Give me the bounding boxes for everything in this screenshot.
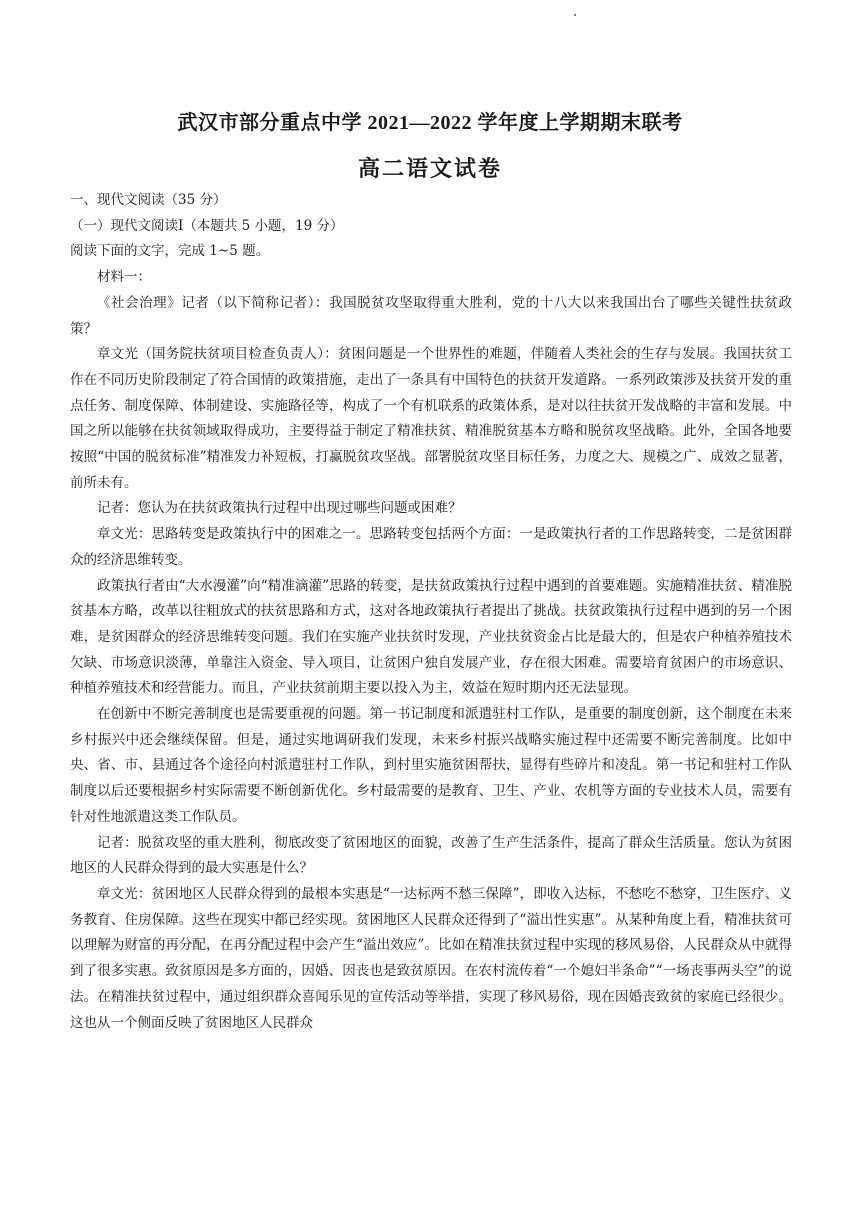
instruction: 阅读下面的文字，完成 1~5 题。 [70, 243, 270, 260]
paragraph: 章文光（国务院扶贫项目检查负责人）：贫困问题是一个世界性的难题，伴随着人类社会的生存与发展。我国扶贫工作在不同历史阶段制定了符合国情的政策措施，走出了一条具有中国特色的扶贫开发道路。一系列政策涉及扶贫开发的重点任务、制度保障、体制建设、实施路径等，构成了一个有机联系的政策体系，是对以往扶贫开发战略的丰富和发展。中国之所以能够在扶贫领域取得成功，主要得益于制定了精准扶贫、精准脱贫基本方略和脱贫攻坚战略。此外，全国各地要按照“中国的脱贫标准”精准发力补短板，打赢脱贫攻坚战。部署脱贫攻坚目标任务，力度之大、规模之广、成效之显著，前所未有。 [70, 346, 792, 491]
sub-heading: （一）现代文阅读Ⅰ（本题共 5 小题，19 分） [70, 217, 344, 234]
paragraph: 在创新中不断完善制度也是需要重视的问题。第一书记制度和派遣驻村工作队，是重要的制度创新，这个制度在未来乡村振兴中还会继续保留。但是，通过实地调研我们发现，未来乡村振兴战略实施过程中还需要不断完善制度。比如中央、省、市、县通过各个途径向村派遣驻村工作队，到村里实施贫困帮扶，显得有些碎片和凌乱。第一书记和驻村工作队制度以后还要根据乡村实际需要不断创新优化。乡村最需要的是教育、卫生、产业、农机等方面的专业技术人员，需要有针对性地派遣这类工作队员。 [70, 706, 792, 825]
paragraph: 记者：您认为在扶贫政策执行过程中出现过哪些问题或困难？ [97, 500, 462, 517]
page-marker-dot [574, 14, 576, 16]
exam-subtitle: 高二语文试卷 [357, 156, 502, 181]
paragraph: 政策执行者由“大水漫灌”向“精准滴灌”思路的转变，是扶贫政策执行过程中遇到的首要难题。实施精准扶贫、精准脱贫基本方略，改革以往粗放式的扶贫思路和方式，这对各地政策执行者提出了挑战。扶贫政策执行过程中遇到的另一个困难，是贫困群众的经济思维转变问题。我们在实施产业扶贫时发现，产业扶贫资金占比是最大的，但是农户种植养殖技术欠缺、市场意识淡薄，单靠注入资金、导入项目，让贫困户独自发展产业，存在很大困难。需要培育贫困户的市场意识、种植养殖技术和经营能力。而且，产业扶贫前期主要以投入为主，效益在短时期内还无法显现。 [70, 577, 792, 697]
material-label: 材料一： [97, 269, 151, 286]
paragraph: 章文光：思路转变是政策执行中的困难之一。思路转变包括两个方面：一是政策执行者的工作思路转变，二是贫困群众的经济思维转变。 [70, 526, 792, 568]
exam-content [70, 188, 792, 1036]
paragraph: 章文光：贫困地区人民群众得到的最根本实惠是“一达标两不愁三保障”，即收入达标，不愁吃不愁穿，卫生医疗、义务教育、住房保障。这些在现实中都已经实现。贫困地区人民群众还得到了“溢出性实惠”。从某种角度上看，精准扶贫可以理解为财富的再分配，在再分配过程中会产生“溢出效应”。比如在精准扶贫过程中实现的移风易俗，人民群众从中就得到了很多实惠。致贫原因是多方面的，因婚、因丧也是致贫原因。在农村流传着“一个媳妇半条命”“一场丧事两头空”的说法。在精准扶贫过程中，通过组织群众喜闻乐见的宣传活动等举措，实现了移风易俗，现在因婚丧致贫的家庭已经很少。这也从一个侧面反映了贫困地区人民群众 [70, 885, 792, 1031]
paragraph: 记者：脱贫攻坚的重大胜利，彻底改变了贫困地区的面貌，改善了生产生活条件，提高了群众生活质量。您认为贫困地区的人民群众得到的最大实惠是什么？ [70, 834, 792, 877]
exam-title: 武汉市部分重点中学 2021—2022 学年度上学期期末联考 [177, 112, 683, 134]
paragraph: 《社会治理》记者（以下简称记者）：我国脱贫攻坚取得重大胜利，党的十八大以来我国出台了哪些关键性扶贫政策？ [70, 294, 792, 337]
section-heading: 一、现代文阅读（35 分） [70, 192, 227, 208]
